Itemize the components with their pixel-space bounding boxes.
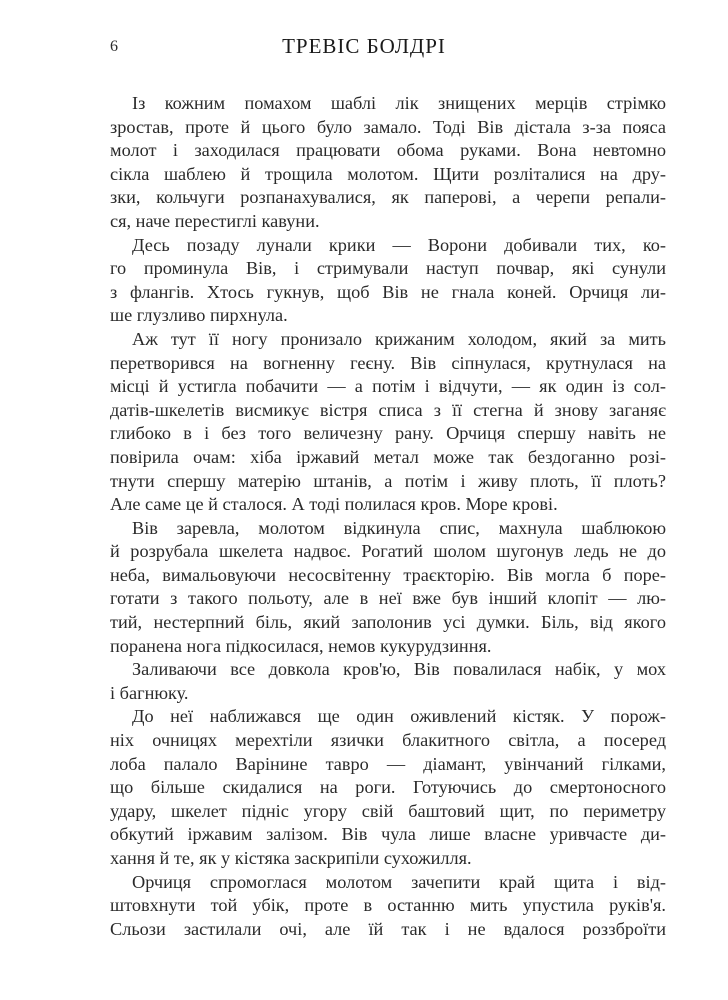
text-line: перетворився на вогненну геєну. Вів сіпнулася, крутнулася на bbox=[110, 352, 666, 373]
text-line: молот і заходилася працювати обома руками. Вона невтомно bbox=[110, 140, 666, 161]
text-line: тий, нестерпний біль, який заполонив усі думки. Біль, від якого bbox=[110, 612, 666, 633]
text-line: глибоко в і без того величезну рану. Орчиця спершу навіть не bbox=[110, 423, 666, 444]
text-line: що більше скидалися на роги. Готуючись до смертоносного bbox=[110, 777, 666, 798]
text-line: місці й устигла побачити — а потім і відчути, — як один із сол- bbox=[110, 376, 666, 397]
text-line: Орчиця спромоглася молотом зачепити край щита і від- bbox=[132, 871, 666, 892]
text-line: Заливаючи все довкола кров'ю, Вів повалилася набік, у мох bbox=[132, 659, 666, 680]
text-line: і багнюку. bbox=[110, 682, 189, 703]
text-line: обкутий іржавим залізом. Вів чула лише власне уривчасте ди- bbox=[110, 824, 666, 845]
text-line: повірила очам: хіба іржавий метал може так бездоганно розі- bbox=[110, 446, 666, 467]
text-line: неба, вимальовуючи несосвітенну траєкторію. Вів могла б поре- bbox=[110, 564, 666, 585]
body-text bbox=[110, 92, 666, 941]
text-line: Але саме це й сталося. А тоді полилася кров. Море крові. bbox=[110, 494, 558, 515]
text-line: й розрубала шкелета надвоє. Рогатий шолом шугонув ледь не до bbox=[110, 541, 666, 562]
text-line: тнути спершу матерію штанів, а потім і живу плоть, її плоть? bbox=[110, 470, 666, 491]
text-line: ше глузливо пирхнула. bbox=[110, 305, 288, 326]
paragraph bbox=[110, 658, 666, 705]
paragraph bbox=[110, 234, 666, 328]
running-head: ТРЕВІС БОЛДРІ bbox=[282, 34, 446, 58]
text-line: штовхнути той убік, проте в останню мить упустила руків'я. bbox=[110, 895, 666, 916]
text-line: Десь позаду лунали крики — Ворони добивали тих, ко- bbox=[132, 234, 666, 255]
text-line: лоба палало Варінине тавро — діамант, увінчаний гілками, bbox=[110, 753, 666, 774]
text-line: го проминула Вів, і стримували наступ почвар, які сунули bbox=[110, 258, 666, 279]
paragraph bbox=[110, 871, 666, 942]
paragraph bbox=[110, 92, 666, 234]
text-line: датів-шкелетів висмикує вістря списа з її стегна й знову заганяє bbox=[110, 399, 666, 420]
text-line: готати з такого польоту, але в неї вже був інший клопіт — лю- bbox=[110, 588, 666, 609]
text-line: сікла шаблею й трощила молотом. Щити розліталися на дру- bbox=[110, 163, 666, 184]
text-line: зростав, проте й цього було замало. Тоді Вів дістала з-за пояса bbox=[110, 116, 666, 137]
text-line: ся, наче перестиглі кавуни. bbox=[110, 210, 320, 231]
paragraph bbox=[110, 517, 666, 659]
text-line: удару, шкелет підніс угору свій баштовий щит, по периметру bbox=[110, 800, 666, 821]
text-line: зки, кольчуги розпанахувалися, як паперові, а черепи репали- bbox=[110, 187, 666, 208]
text-line: хання й те, як у кістяка заскрипіли сухожилля. bbox=[110, 848, 472, 868]
text-line: Сльози застилали очі, але їй так і не вдалося роззброїти bbox=[110, 918, 666, 939]
text-line: поранена нога підкосилася, немов кукурудзиння. bbox=[110, 635, 492, 656]
text-line: з флангів. Хтось гукнув, щоб Вів не гнала коней. Орчиця ли- bbox=[110, 281, 666, 302]
text-line: Вів заревла, молотом відкинула спис, махнула шаблюкою bbox=[132, 517, 666, 538]
paragraph bbox=[110, 705, 666, 870]
page-number: 6 bbox=[110, 38, 118, 55]
text-line: ніх очницях мерехтіли язички блакитного світла, а посеред bbox=[110, 730, 666, 751]
text-line: Із кожним помахом шаблі лік знищених мерців стрімко bbox=[132, 93, 666, 113]
text-line: Аж тут її ногу пронизало крижаним холодом, який за мить bbox=[132, 328, 666, 349]
paragraph bbox=[110, 328, 666, 517]
text-line: До неї наближався ще один оживлений кістяк. У порож- bbox=[132, 706, 666, 727]
